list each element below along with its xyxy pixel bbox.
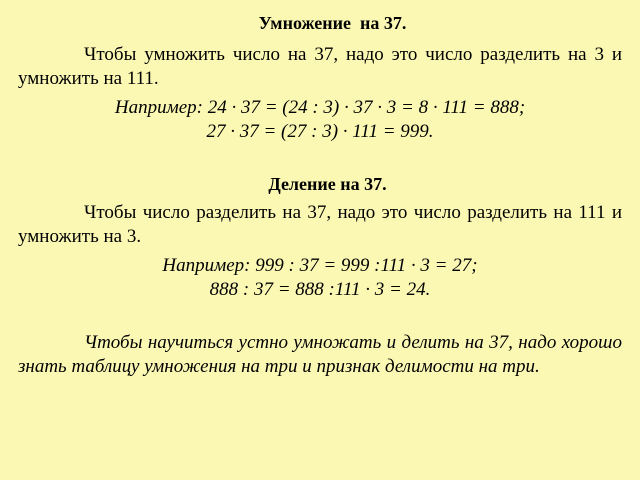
multiplication-title: Умножение на 37. bbox=[258, 13, 407, 33]
division-example-2: 888 : 37 = 888 :111 · 3 = 24. bbox=[209, 279, 431, 300]
conclusion-text: Чтобы научиться устно умножать и делить на 37, надо хорошо знать таблицу умножения на три и признак делимости на три. bbox=[18, 332, 622, 377]
division-rule-text: Чтобы число разделить на 37, надо это число разделить на 111 и умножить на 3. bbox=[18, 202, 622, 247]
multiplication-example-1: Например: 24 · 37 = (24 : 3) · 37 · 3 = 8 · 111 = 888; bbox=[114, 97, 526, 118]
multiplication-example-2: 27 · 37 = (27 : 3) · 111 = 999. bbox=[206, 121, 434, 142]
multiplication-rule-text: Чтобы умножить число на 37, надо это число разделить на 3 и умножить на 111. bbox=[18, 44, 622, 89]
division-title: Деление на 37. bbox=[268, 174, 387, 194]
division-example-1: Например: 999 : 37 = 999 :111 · 3 = 27; bbox=[162, 255, 478, 276]
